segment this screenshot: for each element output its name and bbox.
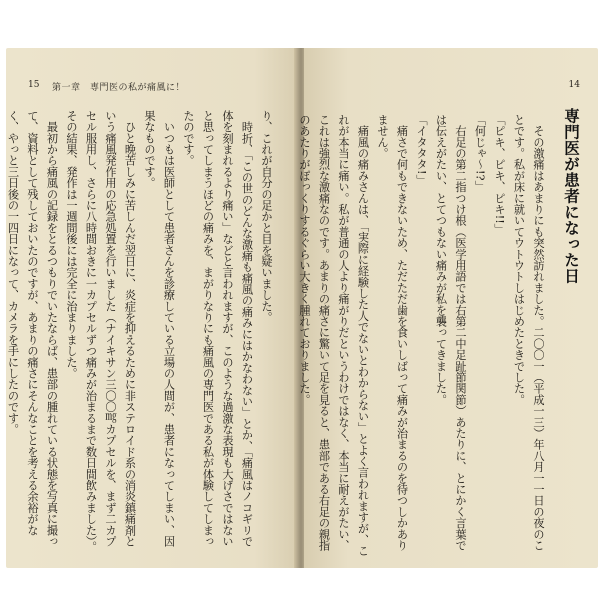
left-page-number: 15 bbox=[28, 80, 40, 90]
paragraph: 最初から痛風の記録をとるつもりでいたならば、患部の腫れている状態を写真に撮って、資料として残しておいたのですが、あまりの痛さにそんなことを考える余裕がなく、やっと三日後の一四日になって、カメラを手にしたのです。 bbox=[6, 110, 59, 547]
running-header: 第一章 専門医の私が痛風に！ bbox=[52, 83, 186, 93]
paragraph: その激痛はあまりにも突然訪れました。二〇〇一（平成一三）年八月一一日の夜のことです。私が床に就いてウトウトしはじめたときでした。 bbox=[512, 114, 545, 551]
paragraph: 右足の第二指つけ根（医学用語では右第二中足趾節関節）あたりに、とにかく言葉では伝えがたい、とてつもない痛みが私を襲ってきました。 bbox=[434, 114, 467, 551]
right-page-number: 14 bbox=[568, 80, 580, 90]
right-body-text bbox=[295, 114, 549, 559]
paragraph: 痛さで何もできないため、ただただ歯を食いしばって痛みが治まるのを待つしかありません。 bbox=[376, 114, 409, 551]
right-page bbox=[298, 48, 598, 568]
paragraph: ひと晩苦しみに苦しんだ翌日に、炎症を抑えるために非ステロイド系の消炎鎮痛剤という痛風発作用の応急処置を行いました（ナイキサン三〇〇㎎カプセルを、まず二カプセル服用し、さらに八時間おきに一カプセルずつ痛みが治まるまで数日間飲みました）。その結果、発作は一週間後には完全に治まりました。 bbox=[65, 110, 137, 553]
paragraph: 時折、「この世のどんな激痛も痛風の痛みにはかなわない」とか、「痛風はノコギリで体を刻まれるより痛い」などと言われますが、このような過激な表現も大げさではないと思ってしまうほどの痛みを、まがりなりにも痛風の専門医である私が体験してしまったのです。 bbox=[182, 110, 254, 547]
paragraph: 「何じゃ〜!?」 bbox=[473, 114, 487, 192]
left-page bbox=[6, 48, 298, 568]
paragraph: 「ピキ、ピキ、ピキ!!」 bbox=[493, 114, 506, 235]
paragraph: 痛風の痛みさんは、「実際に経験した人でないとわからない」とよく言われますが、これが本当に痛い。私が普通の人より痛がりだというわけではなく、本当に耐えがたい、これは強烈な激痛なのです。あまりの痛さに驚いて足を見ると、患部である右足の親指のあたりがぽっくりするぐらい大きく腫れておりました。 bbox=[298, 114, 370, 557]
paragraph: り、これが自分の足かと目を疑いました。 bbox=[260, 110, 273, 323]
book-spread bbox=[6, 48, 598, 568]
left-body-text bbox=[3, 110, 276, 555]
chapter-title: 専門医が患者になった日 bbox=[562, 108, 580, 284]
paragraph: いつもは医師として患者さんを診療している立場の人間が、患者になってしまい、因果なものです。 bbox=[143, 110, 176, 547]
paragraph: 「イタタタ!」 bbox=[415, 114, 428, 186]
